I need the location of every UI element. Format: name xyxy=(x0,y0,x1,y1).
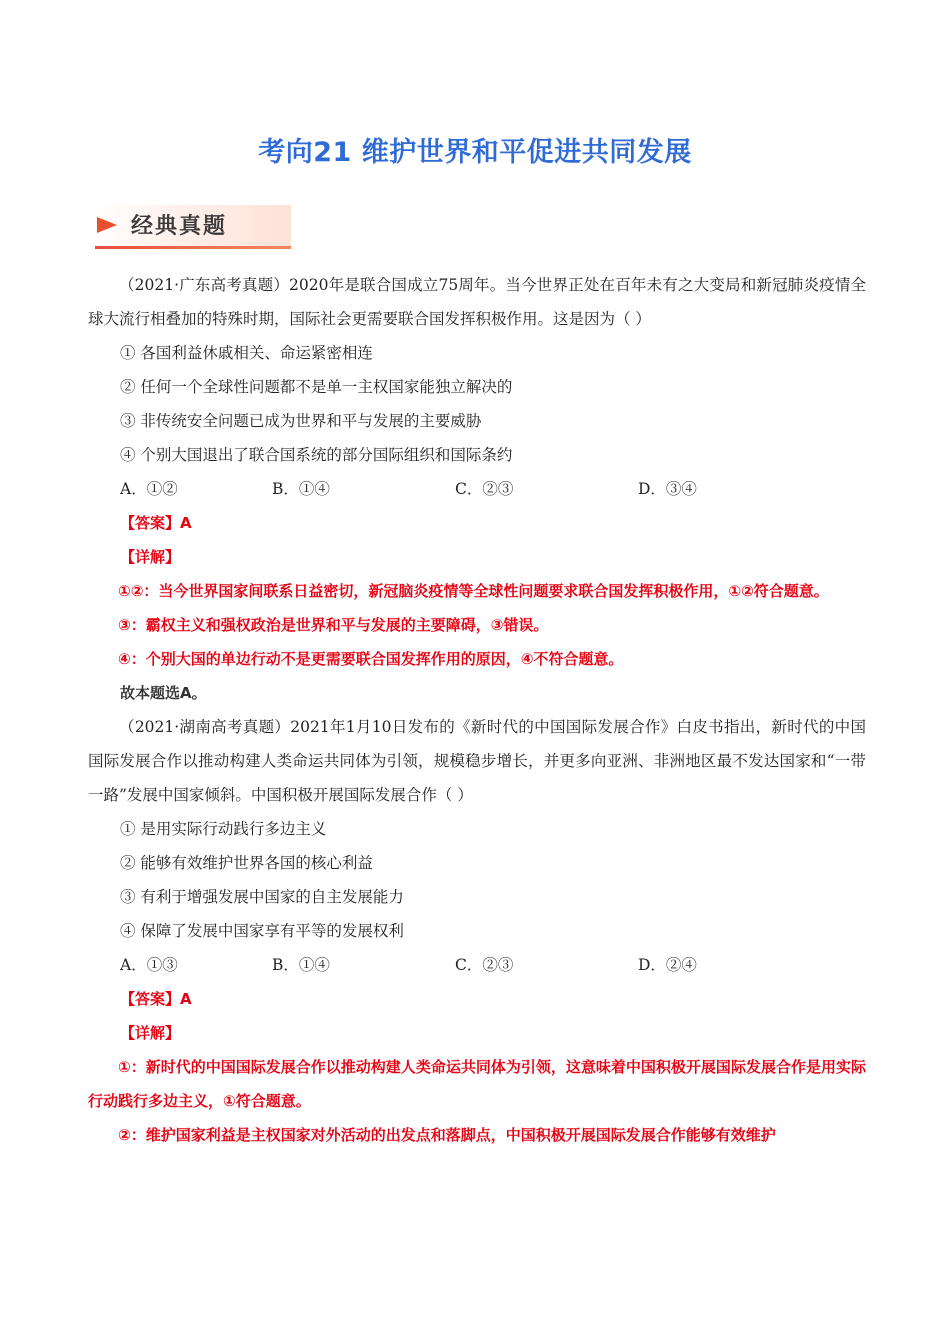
explanation: ④：个别大国的单边行动不是更需要联合国发挥作用的原因，④不符合题意。 xyxy=(118,650,624,668)
question-option: ③ 有利于增强发展中国家的自主发展能力 xyxy=(120,888,404,906)
question-option: ② 能够有效维护世界各国的核心利益 xyxy=(120,854,373,872)
detail-label: 【详解】 xyxy=(120,548,181,566)
answer-label: 【答案】A xyxy=(120,990,192,1008)
question-option: ③ 非传统安全问题已成为世界和平与发展的主要威胁 xyxy=(120,412,482,430)
question-2 xyxy=(88,710,866,1152)
section-underline xyxy=(95,246,291,249)
choice-a: A．①② xyxy=(120,480,178,498)
choice-c: C．②③ xyxy=(455,956,514,974)
explanation: ②：维护国家利益是主权国家对外活动的出发点和落脚点，中国积极开展国际发展合作能够有效维护 xyxy=(118,1126,776,1144)
answer-choices xyxy=(88,948,866,982)
detail-label: 【详解】 xyxy=(120,1024,181,1042)
question-stem: （2021·广东高考真题）2020年是联合国成立75周年。当今世界正处在百年未有之大变局和新冠肺炎疫情全球大流行相叠加的特殊时期，国际社会更需要联合国发挥积极作用。这是因为（ ） xyxy=(88,276,866,328)
page-title: 考向21 维护世界和平促进共同发展 xyxy=(258,137,692,168)
document-body xyxy=(88,268,866,1152)
answer-label: 【答案】A xyxy=(120,514,192,532)
question-stem: （2021·湖南高考真题）2021年1月10日发布的《新时代的中国国际发展合作》白皮书指出，新时代的中国国际发展合作以推动构建人类命运共同体为引领，规模稳步增长，并更多向亚洲、非洲地区最不发达国家和“一带一路”发展中国家倾斜。中国积极开展国际发展合作（ ） xyxy=(88,718,866,804)
arrow-icon xyxy=(97,217,117,233)
choice-d: D．③④ xyxy=(638,480,697,498)
choice-d: D．②④ xyxy=(638,956,697,974)
question-option: ② 任何一个全球性问题都不是单一主权国家能独立解决的 xyxy=(120,378,513,396)
choice-a: A．①③ xyxy=(120,956,178,974)
explanation: ①：新时代的中国国际发展合作以推动构建人类命运共同体为引领，这意味着中国积极开展国际发展合作是用实际行动践行多边主义，①符合题意。 xyxy=(88,1058,866,1110)
explanation: ①②：当今世界国家间联系日益密切，新冠脑炎疫情等全球性问题要求联合国发挥积极作用，①②符合题意。 xyxy=(118,582,829,600)
question-option: ① 是用实际行动践行多边主义 xyxy=(120,820,327,838)
choice-b: B．①④ xyxy=(272,956,330,974)
question-1 xyxy=(88,268,866,710)
answer-choices xyxy=(88,472,866,506)
question-option: ④ 个别大国退出了联合国系统的部分国际组织和国际条约 xyxy=(120,446,513,464)
section-banner xyxy=(95,205,291,249)
explanation: ③：霸权主义和强权政治是世界和平与发展的主要障碍，③错误。 xyxy=(118,616,549,634)
question-option: ④ 保障了发展中国家享有平等的发展权利 xyxy=(120,922,404,940)
section-label: 经典真题 xyxy=(131,214,228,239)
choice-b: B．①④ xyxy=(272,480,330,498)
conclusion: 故本题选A。 xyxy=(120,684,207,702)
question-option: ① 各国利益休戚相关、命运紧密相连 xyxy=(120,344,373,362)
choice-c: C．②③ xyxy=(455,480,514,498)
